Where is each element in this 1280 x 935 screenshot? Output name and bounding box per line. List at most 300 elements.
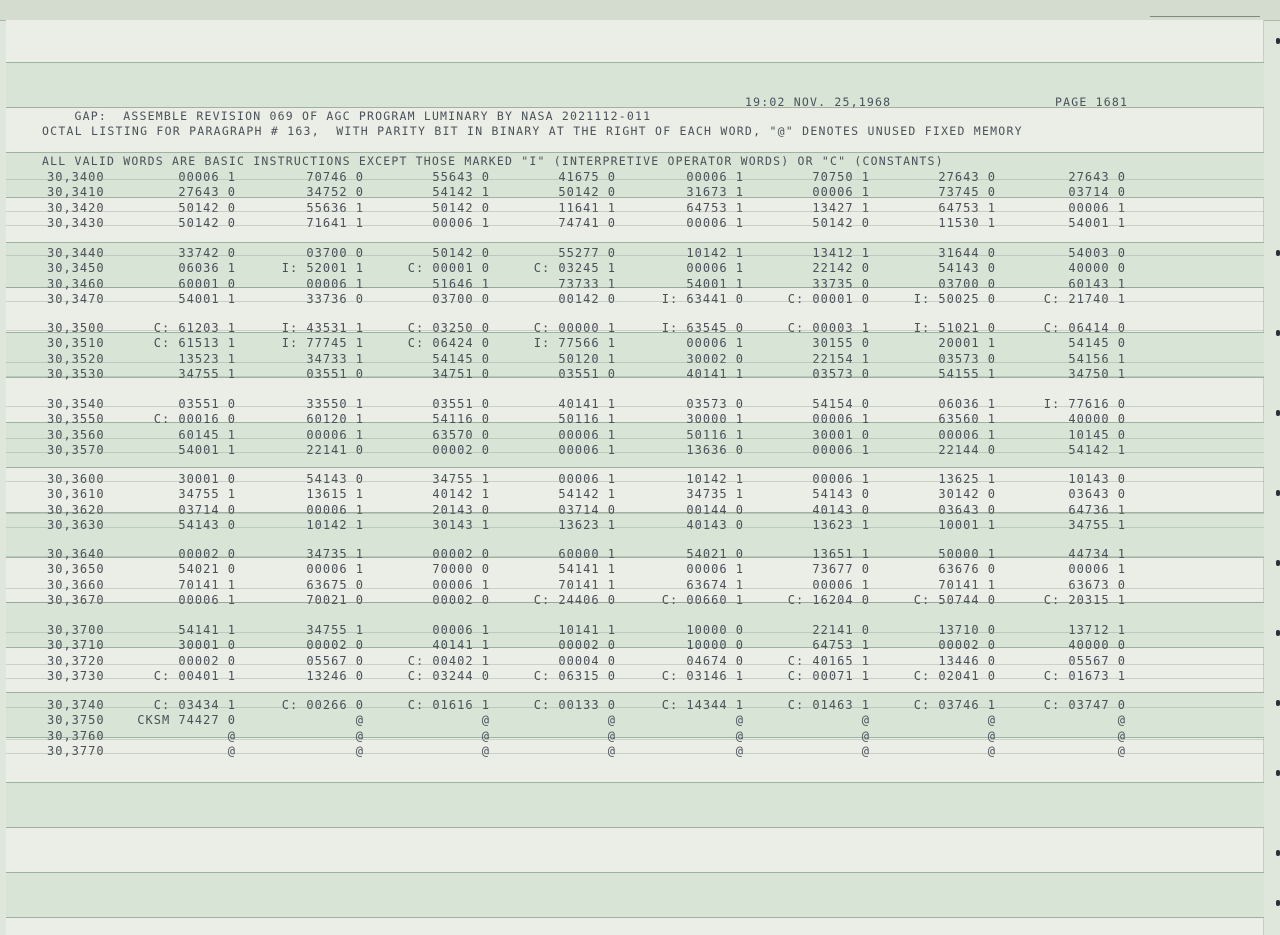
listing-row [6,623,1264,638]
octal-word: 64753 1 [686,200,744,215]
octal-word: 00006 1 [812,577,870,592]
row-address: 30,3710 [47,638,105,653]
row-address: 30,3740 [47,698,105,712]
row-address: 30,3520 [47,351,105,366]
octal-word: 20143 0 [432,502,490,517]
octal-word: @ [1117,728,1126,743]
octal-word: C: 06315 0 [533,668,616,683]
octal-word: 30143 1 [432,517,490,532]
octal-word: C: 00001 0 [787,291,870,306]
octal-word: 30155 0 [812,336,870,351]
octal-word: 55277 0 [558,246,616,260]
octal-word: 54021 0 [178,562,236,577]
octal-word: 00006 1 [812,472,870,486]
octal-word: 40143 0 [686,517,744,532]
octal-word: 27643 0 [178,185,236,200]
octal-word: 50120 1 [558,351,616,366]
listing-row [6,443,1264,458]
octal-word: C: 50744 0 [913,592,996,607]
row-address: 30,3750 [47,713,105,728]
octal-word: 00006 1 [558,427,616,442]
margin-punch-mark [1276,850,1280,856]
octal-word: C: 16204 0 [787,592,870,607]
octal-word: @ [987,713,996,728]
octal-word: 71641 1 [306,215,364,230]
octal-word: @ [735,743,744,758]
octal-word: @ [607,743,616,758]
octal-word: 70746 0 [306,170,364,184]
octal-word: 00006 1 [306,276,364,291]
octal-word: I: 63545 0 [661,321,744,335]
margin-punch-mark [1276,38,1280,44]
octal-word: 03714 0 [558,502,616,517]
row-address: 30,3720 [47,653,105,668]
margin-punch-mark [1276,560,1280,566]
octal-word: @ [861,743,870,758]
row-address: 30,3560 [47,427,105,442]
octal-word: 13246 0 [306,668,364,683]
octal-word: @ [355,743,364,758]
row-address: 30,3670 [47,592,105,607]
row-address: 30,3510 [47,336,105,351]
octal-word: I: 50025 0 [913,291,996,306]
listing-row [6,472,1264,487]
print-guide-line [6,452,1264,453]
octal-word: 34755 1 [306,623,364,637]
octal-word: 27643 0 [938,170,996,184]
octal-word: 54003 0 [1068,246,1126,260]
octal-word: 13636 0 [686,442,744,457]
octal-word: 06036 1 [178,261,236,276]
octal-word: 03714 0 [178,502,236,517]
octal-word: 54142 1 [432,185,490,200]
octal-word: C: 20315 1 [1043,592,1126,607]
octal-word: 03573 0 [938,351,996,366]
print-guide-line [6,632,1264,633]
octal-word: 27643 0 [1068,170,1126,184]
octal-word: 70141 1 [558,577,616,592]
print-guide-line [6,438,1264,439]
octal-word: C: 24406 0 [533,592,616,607]
print-guide-line [6,664,1264,665]
octal-word: 40141 1 [558,397,616,411]
row-address: 30,3400 [47,170,105,184]
octal-word: 10001 1 [938,517,996,532]
octal-word: C: 00001 0 [407,261,490,276]
row-address: 30,3550 [47,412,105,427]
octal-word: I: 77566 1 [533,336,616,351]
row-address: 30,3700 [47,623,105,637]
row-address: 30,3760 [47,728,105,743]
octal-word: 60143 1 [1068,276,1126,291]
octal-word: 54156 1 [1068,351,1126,366]
octal-word: 63560 1 [938,412,996,427]
octal-word: 44734 1 [1068,547,1126,561]
row-address: 30,3620 [47,502,105,517]
octal-word: 13625 1 [938,472,996,486]
octal-word: C: 00016 0 [153,412,236,427]
octal-word: 10000 0 [686,623,744,637]
band-rule [6,692,1264,693]
octal-word: 64736 1 [1068,502,1126,517]
print-guide-line [6,739,1264,740]
octal-word: 54021 0 [686,547,744,561]
octal-word: 63675 0 [306,577,364,592]
octal-word: C: 02041 0 [913,668,996,683]
octal-word: 13412 1 [812,246,870,260]
listing-row [6,261,1264,276]
row-address: 30,3430 [47,215,105,230]
octal-word: 00006 1 [432,215,490,230]
octal-word: 33736 0 [306,291,364,306]
print-guide-line [6,225,1264,226]
octal-word: C: 03244 0 [407,668,490,683]
octal-word: 00006 1 [306,562,364,577]
row-address: 30,3500 [47,321,105,335]
octal-word: C: 00071 1 [787,668,870,683]
margin-punch-mark [1276,490,1280,496]
octal-word: @ [481,713,490,728]
row-address: 30,3570 [47,442,105,457]
octal-word: 05567 0 [1068,653,1126,668]
octal-word: 13710 0 [938,623,996,637]
octal-word: 30001 0 [178,638,236,653]
octal-word: 73733 1 [558,276,616,291]
row-address: 30,3410 [47,185,105,200]
row-address: 30,3600 [47,472,105,486]
octal-word: 13623 1 [558,517,616,532]
row-address: 30,3770 [47,743,105,758]
octal-word: 03551 0 [306,366,364,381]
octal-word: 33735 0 [812,276,870,291]
octal-word: CKSM 74427 0 [137,713,236,728]
print-guide-line [6,588,1264,589]
print-guide-line [6,287,1264,288]
octal-word: 51646 1 [432,276,490,291]
print-guide-line [6,707,1264,708]
row-address: 30,3420 [47,200,105,215]
margin-punch-mark [1276,630,1280,636]
row-address: 30,3660 [47,577,105,592]
octal-word: C: 01616 1 [407,698,490,712]
listing-row [6,292,1264,307]
octal-word: 74741 0 [558,215,616,230]
listing-row [6,654,1264,669]
octal-word: 34750 1 [1068,366,1126,381]
listing-row [6,185,1264,200]
octal-word: 63570 0 [432,427,490,442]
octal-word: C: 01673 1 [1043,668,1126,683]
print-guide-line [6,753,1264,754]
octal-word: C: 00266 0 [281,698,364,712]
listing-row [6,201,1264,216]
octal-word: 40143 0 [812,502,870,517]
octal-word: 00006 1 [686,170,744,184]
octal-word: 54142 1 [558,487,616,502]
row-address: 30,3450 [47,261,105,276]
octal-word: 05567 0 [306,653,364,668]
octal-word: 54001 1 [686,276,744,291]
listing-row [6,277,1264,292]
octal-word: C: 00003 1 [787,321,870,335]
green-bar-band [6,872,1264,917]
octal-word: 60000 1 [558,547,616,561]
octal-word: 03643 0 [1068,487,1126,502]
octal-word: 22144 0 [938,442,996,457]
octal-word: @ [227,728,236,743]
octal-word: I: 43531 1 [281,321,364,335]
octal-word: 04674 0 [686,653,744,668]
octal-word: 00006 1 [1068,200,1126,215]
octal-word: 00002 0 [938,638,996,653]
octal-word: 33742 0 [178,246,236,260]
octal-word: 64753 1 [812,638,870,653]
band-rule [6,62,1264,63]
band-rule [6,827,1264,828]
listing-row [6,578,1264,593]
print-guide-line [6,362,1264,363]
listing-row [6,428,1264,443]
band-rule [6,782,1264,783]
octal-word: 03700 0 [432,291,490,306]
green-bar-band [6,782,1264,827]
octal-word: 00006 1 [558,442,616,457]
listing-row [6,216,1264,231]
octal-word: 22141 0 [812,623,870,637]
octal-word: 03551 0 [558,366,616,381]
octal-word: 54143 0 [178,517,236,532]
octal-word: 13651 1 [812,547,870,561]
octal-word: 31673 1 [686,185,744,200]
octal-word: @ [355,728,364,743]
octal-word: 20001 1 [938,336,996,351]
octal-word: C: 03746 1 [913,698,996,712]
octal-word: 50142 0 [812,215,870,230]
listing-row [6,669,1264,684]
octal-word: 13523 1 [178,351,236,366]
listing-row [6,744,1264,759]
octal-word: 34733 1 [306,351,364,366]
margin-punch-mark [1276,770,1280,776]
octal-word: 40141 1 [432,638,490,653]
row-address: 30,3630 [47,517,105,532]
octal-word: 00006 1 [178,170,236,184]
print-guide-line [6,527,1264,528]
octal-word: 03551 0 [178,397,236,411]
row-address: 30,3530 [47,366,105,381]
octal-word: 30002 0 [686,351,744,366]
octal-word: 54154 0 [812,397,870,411]
octal-word: @ [861,713,870,728]
listing-row [6,367,1264,382]
octal-word: 40000 0 [1068,412,1126,427]
header-timestamp: 19:02 NOV. 25,1968 [745,95,892,109]
octal-word: 00006 1 [686,562,744,577]
octal-word: 10143 0 [1068,472,1126,486]
print-guide-line [6,330,1264,331]
octal-word: @ [481,743,490,758]
octal-word: 30000 1 [686,412,744,427]
row-address: 30,3650 [47,562,105,577]
octal-word: 10145 0 [1068,427,1126,442]
margin-punch-mark [1276,700,1280,706]
octal-word: 13427 1 [812,200,870,215]
octal-word: 50142 0 [432,246,490,260]
listing-row [6,170,1264,185]
row-address: 30,3440 [47,246,105,260]
octal-word: 03700 0 [938,276,996,291]
octal-word: 34735 1 [686,487,744,502]
octal-word: C: 06414 0 [1043,321,1126,335]
margin-punch-mark [1276,900,1280,906]
octal-word: 50142 0 [178,215,236,230]
octal-word: 13615 1 [306,487,364,502]
print-guide-line [6,406,1264,407]
octal-word: 13712 1 [1068,623,1126,637]
octal-word: 33550 1 [306,397,364,411]
octal-word: C: 00000 1 [533,321,616,335]
listing-row [6,336,1264,351]
print-guide-line [6,556,1264,557]
octal-word: 00006 1 [686,261,744,276]
octal-word: C: 00402 1 [407,653,490,668]
octal-word: 00142 0 [558,291,616,306]
octal-word: 41675 0 [558,170,616,184]
octal-word: @ [1117,743,1126,758]
octal-word: 50116 1 [686,427,744,442]
octal-word: 34755 1 [178,366,236,381]
octal-word: 34755 1 [178,487,236,502]
octal-word: 54142 1 [1068,442,1126,457]
octal-word: 54155 1 [938,366,996,381]
octal-word: I: 63441 0 [661,291,744,306]
octal-word: 11530 1 [938,215,996,230]
octal-word: 11641 1 [558,200,616,215]
octal-word: 54116 0 [432,412,490,427]
octal-word: 40142 1 [432,487,490,502]
octal-word: 00002 0 [306,638,364,653]
octal-word: C: 03434 1 [153,698,236,712]
band-rule [6,917,1264,918]
octal-word: 00006 1 [686,215,744,230]
octal-word: C: 00133 0 [533,698,616,712]
octal-word: 00006 1 [306,427,364,442]
listing-row [6,412,1264,427]
octal-word: 30001 0 [178,472,236,486]
octal-word: 10141 1 [558,623,616,637]
octal-word: C: 00660 1 [661,592,744,607]
octal-word: 03714 0 [1068,185,1126,200]
octal-word: @ [355,713,364,728]
octal-word: 00002 0 [558,638,616,653]
octal-word: 54143 0 [812,487,870,502]
print-guide-line [6,481,1264,482]
octal-word: 00006 1 [178,592,236,607]
row-address: 30,3610 [47,487,105,502]
octal-word: 55643 0 [432,170,490,184]
margin-punch-mark [1276,410,1280,416]
margin-punch-mark [1276,330,1280,336]
octal-word: 22142 0 [812,261,870,276]
row-address: 30,3460 [47,276,105,291]
top-edge-mark [1150,16,1260,17]
octal-word: 00144 0 [686,502,744,517]
octal-word: 00006 1 [432,577,490,592]
octal-word: 70141 1 [938,577,996,592]
octal-word: 54001 1 [1068,215,1126,230]
octal-word: 54001 1 [178,442,236,457]
octal-word: C: 03245 1 [533,261,616,276]
octal-word: 10142 1 [686,246,744,260]
octal-word: 73745 0 [938,185,996,200]
octal-word: 00006 1 [558,472,616,486]
octal-word: 55636 1 [306,200,364,215]
octal-word: C: 21740 1 [1043,291,1126,306]
octal-word: 00006 1 [686,336,744,351]
octal-word: @ [735,728,744,743]
octal-word: C: 61203 1 [153,321,236,335]
listing-row [6,503,1264,518]
octal-word: @ [607,713,616,728]
octal-word: 00006 1 [1068,562,1126,577]
octal-word: 50142 0 [558,185,616,200]
octal-word: 63674 1 [686,577,744,592]
listing-row [6,638,1264,653]
header-line-3: ALL VALID WORDS ARE BASIC INSTRUCTIONS EXCEPT THOSE MARKED "I" (INTERPRETIVE OPERATOR WORDS) OR "C" (CONSTANTS) [42,154,944,168]
octal-word: 63673 0 [1068,577,1126,592]
octal-word: 13446 0 [938,653,996,668]
octal-word: 00002 0 [432,592,490,607]
octal-word: 73677 0 [812,562,870,577]
octal-word: 03551 0 [432,397,490,411]
octal-word: I: 77745 1 [281,336,364,351]
listing-row [6,246,1264,261]
listing-row [6,698,1264,713]
octal-word: 22154 1 [812,351,870,366]
octal-word: C: 14344 1 [661,698,744,712]
print-guide-line [6,678,1264,679]
octal-word: 00006 1 [812,185,870,200]
octal-word: 10142 1 [306,517,364,532]
paper-top-strip [0,0,1280,21]
print-guide-line [6,255,1264,256]
octal-word: 00006 1 [938,427,996,442]
octal-word: 13623 1 [812,517,870,532]
octal-word: 03573 0 [686,397,744,411]
octal-word: C: 40165 1 [787,653,870,668]
octal-word: 60145 1 [178,427,236,442]
octal-word: 54145 0 [1068,336,1126,351]
octal-word: 54001 1 [178,291,236,306]
octal-word: 63676 0 [938,562,996,577]
octal-word: 06036 1 [938,397,996,411]
octal-word: 00004 0 [558,653,616,668]
octal-word: 03643 0 [938,502,996,517]
octal-word: C: 01463 1 [787,698,870,712]
print-guide-line [6,211,1264,212]
octal-word: @ [607,728,616,743]
row-address: 30,3470 [47,291,105,306]
octal-word: 00002 0 [432,442,490,457]
octal-word: 03700 0 [306,246,364,260]
listing-row [6,562,1264,577]
row-address: 30,3640 [47,547,105,561]
octal-word: @ [227,743,236,758]
listing-row [6,397,1264,412]
octal-word: 00002 0 [178,653,236,668]
octal-word: 34735 1 [306,547,364,561]
octal-word: C: 06424 0 [407,336,490,351]
